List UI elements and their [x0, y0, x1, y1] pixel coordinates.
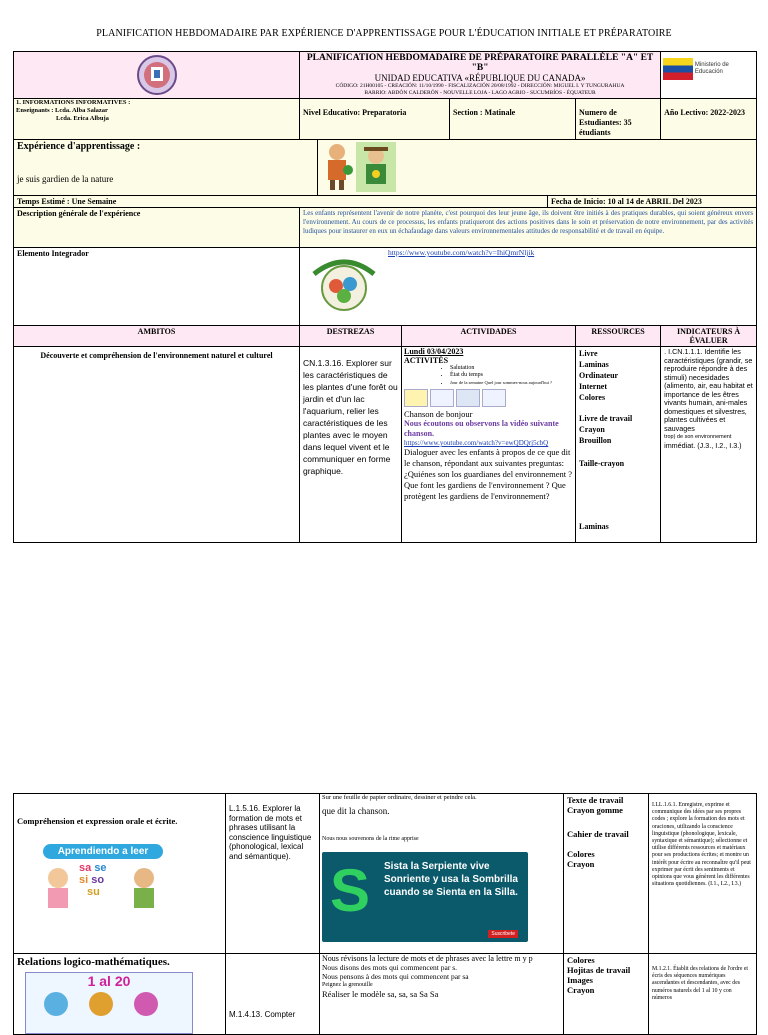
teachers-name: Enseignants : Lcda. Alba Salazar	[16, 107, 108, 114]
numbers-illustration-icon	[26, 989, 192, 1019]
ministry-name: Ministerio de Educación	[694, 62, 729, 75]
info-section-label: 1. INFORMATIONS INFORMATIVES :	[16, 99, 131, 106]
weather-icons	[404, 389, 573, 409]
indicator-end: immédiat. (J.3., I.2., I.3.)	[664, 440, 742, 450]
indicator-3: M.1.2.1. Établit des relations de l'ordre et écris des séquences numériques ascendantes et descendantes, avec des numéros naturels del 1 al 10 y con números	[649, 954, 757, 1035]
serpent-video[interactable]	[322, 852, 528, 942]
resource-item: Taille-crayon	[579, 459, 625, 468]
act-rime: Nous nous souvenons de la rime apprise	[322, 836, 419, 842]
guardianes-logo	[300, 248, 388, 324]
indicator-text: . I.CN.1.1.1. Identifie les caractéristiques (grandir, se reproduire répondre à des stimuli) necesidades (alimento, air, eau habitat et importance de les êtres vivants humain, ani-males domestiques et silvestres, plantes cultivées et sauvages	[664, 347, 753, 433]
act-draw: Sur une feuille de papier ordinaire, dessiner et peindre cela.	[322, 794, 477, 801]
teachers-cell	[14, 99, 300, 140]
school-address: BARRIO: ABDÓN CALDERÓN - NOUVELLE LOJA - LAGO AGRIO - SUCUMBÍOS - ÉQUATEUR	[364, 90, 596, 96]
students-unit: étudiants	[579, 128, 611, 137]
resource-item: Crayon gomme	[567, 805, 623, 815]
act-song: que dit la chanson.	[322, 806, 390, 816]
resource-item: Colores	[579, 393, 606, 402]
page-title: PLANIFICATION HEBDOMADAIRE PAR EXPÉRIENCE D'APPRENTISSAGE POUR L'ÉDUCATION INITIALE ET PRÉPARATOIRE	[96, 28, 672, 39]
description-text: Les enfants représentent l'avenir de notre planète, c'est pourquoi des leur jeune âge, ils doivent être initiés à des pratiques durables, qui soient généreux envers l'environnement. Au cours de ce processus, les enfants pratiqueront des actions positives dans le soin et préservation de notre environnement, par des activités ludiques pour instaurer en eux un échafaudage dans valeurs environnementales attitudes de responsabilité et de travail en équipe.	[300, 208, 757, 248]
school-logo-cell	[14, 52, 300, 99]
experience-cell	[14, 140, 318, 196]
col-indicateurs: INDICATEURS À ÉVALUER	[661, 326, 757, 347]
act-review: Nous révisons la lecture de mots et de phrases avec la lettre m y p	[322, 954, 533, 963]
numbers-badge	[25, 972, 193, 1034]
activity-day: Lundi 03/04/2023	[404, 347, 464, 356]
syllable: sa	[79, 862, 92, 874]
activities-1	[402, 347, 576, 543]
integrador-cell	[300, 248, 757, 326]
integrador-label: Elemento Integrador	[14, 248, 300, 326]
ambito-2	[14, 794, 226, 954]
indicator-small: trop) de son environnement	[664, 434, 732, 440]
resource-item: Texte de travail	[567, 795, 624, 805]
resource-item: Crayon	[567, 985, 595, 995]
dialogue-text: Dialoguer avec les enfants à propos de ce que dit le chanson, répondant aux suivantes preguntas: ¿Quiénes son los guardianes del environnement ? Que font les gardiens de l'environnement ? Que protègent les gardiens de l'environnement?	[404, 447, 573, 501]
experience-image-cell	[318, 140, 757, 196]
activities-2	[320, 794, 564, 954]
act-model: Réaliser le modèle sa, sa, sa Sa Sa	[322, 989, 439, 999]
destreza-3: M.1.4.13. Compter	[226, 954, 320, 1035]
reading-badge-label: Aprendiendo a leer	[43, 844, 163, 859]
boy-reading-icon	[129, 866, 159, 910]
act-paint-frog: Peignez la grenouille	[322, 982, 373, 988]
resource-item: Colores	[567, 955, 595, 965]
col-destrezas: DESTREZAS	[300, 326, 402, 347]
resource-item: Hojitas de travail	[567, 965, 631, 975]
song-label: Chanson de bonjour	[404, 409, 473, 419]
act-words-sa: Nous pensons à des mots qui commencent par sa	[322, 972, 469, 981]
numbers-badge-label: 1 al 20	[87, 973, 131, 989]
experience-label: Expérience d'apprentissage :	[17, 141, 141, 152]
bullet-salutation: • Salutation	[450, 365, 573, 372]
ambito-1: Découverte et compréhension de l'environnement naturel et culturel	[14, 347, 300, 543]
video-link[interactable]: https://www.youtube.com/watch?v=ewQDQrj5cbQ	[404, 439, 549, 447]
syllable: so	[91, 874, 105, 886]
destreza-2	[226, 794, 320, 954]
ambito-comprehension: Compréhension et expression orale et écrite.	[17, 816, 178, 826]
indicator-2: I.LL.1.6.1. Enregistre, exprime et communique des idées par ses propres codes ; explore la formation des mots et oraciones, utilizando la conscience linguistique (phonologique, lexicale, syntaxique et sémantique); sélectionne et utilise différents ressources et matériaux pour ses productions écrites; et montre un intérêt pour écrire au reconnaître qu'il peut exprimer par écrit des sentiments et opinions que vous génèrent les différentes situations quotidiennes. (I.1., I.2., I.3.)	[649, 794, 757, 954]
sun-icon	[404, 389, 428, 407]
bullet-weekday: • Jour de la semaine Quel jour sommes-nous aujourd'hui ?	[450, 379, 573, 386]
time-cell: Temps Estimé : Une Semaine	[14, 196, 548, 208]
rain-icon	[456, 389, 480, 407]
plan-title: PLANIFICATION HEBDOMADAIRE DE PRÉPARATOIRE PARALLÈLE "A" ET "B"	[306, 53, 654, 73]
school-header	[300, 52, 661, 99]
resource-item: Images	[567, 975, 593, 985]
syllable: si	[79, 874, 89, 886]
resource-item: Crayon	[567, 859, 595, 869]
resource-item: Crayon	[579, 425, 605, 434]
resource-item: Livre de travail	[579, 414, 633, 423]
students-cell	[576, 99, 661, 140]
destreza-1: CN.1.3.16. Explorer sur les caractéristiques de les plantes d'une forêt ou jardin et d'un lac l'aquarium, relier les caractéristiques de les plantes avec le moyen dans lequel vivent et le communiquer en forme graphique.	[300, 347, 402, 543]
experience-text: je suis gardien de la nature	[17, 174, 114, 184]
resources-1	[576, 347, 661, 543]
resource-item: Laminas	[579, 522, 609, 531]
ministry-logo	[661, 52, 757, 99]
col-activites: ACTIVIDADES	[402, 326, 576, 347]
act-words-s: Nous disons des mots qui commencent par s.	[322, 963, 457, 972]
planning-table-page2	[13, 793, 757, 1035]
wind-icon	[482, 389, 506, 407]
resource-item: Brouillon	[579, 436, 612, 445]
col-ressources: RESSOURCES	[576, 326, 661, 347]
activity-bullets	[404, 365, 573, 386]
school-code: CÓDIGO: 21H00105 - CREACIÓN: 11/10/1990 - FISCALIZACIÓN 20/08/1992 - DIRECCIÓN: MIGUEL I. Y TUNGURAHUA	[335, 83, 625, 89]
teachers-name-2: Lcda. Erica Albuja	[56, 115, 109, 122]
ambito-math: Relations logico-mathématiques.	[17, 956, 170, 968]
planning-table-page1	[13, 51, 757, 543]
resources-3	[564, 954, 649, 1035]
reading-badge	[43, 844, 163, 914]
listen-instruction: Nous écoutons ou observons la vidéo suivante chanson.	[404, 419, 559, 438]
resources-2	[564, 794, 649, 954]
serpent-rhyme: Sista la Serpiente vive Sonriente y usa la Sombrilla cuando se Sienta en la Silla.	[384, 861, 518, 898]
col-ambitos: AMBITOS	[14, 326, 300, 347]
destreza-l1516: L.1.5.16. Explorer la formation de mots et phrases utilisant la conscience linguistique (phonological, lexical and sémantique).	[229, 804, 312, 861]
syllable: se	[94, 862, 107, 874]
activity-heading: ACTIVITÉS	[404, 356, 449, 365]
resource-item: Internet	[579, 382, 607, 391]
resource-item: Cahier de travail	[567, 829, 629, 839]
flag-icon	[663, 58, 693, 80]
nature-guardian-illustration-icon	[356, 142, 396, 192]
resource-item: Colores	[567, 849, 595, 859]
resource-item: Ordinateur	[579, 371, 619, 380]
subscribe-button[interactable]: Suscribete	[488, 930, 518, 938]
bullet-weather: • État du temps	[450, 372, 573, 379]
level-cell: Nivel Educativo: Preparatoria	[300, 99, 450, 140]
start-date-cell: Fecha de Inicio: 10 al 14 de ABRIL Del 2023	[548, 196, 757, 208]
child-illustration-icon	[320, 142, 354, 192]
school-year: Año Lectivo: 2022-2023	[661, 99, 757, 140]
students-count: Numero de Estudiantes: 35	[579, 108, 632, 127]
school-name: UNIDAD EDUCATIVA «RÉPUBLIQUE DU CANADA»	[374, 73, 586, 83]
resource-item: Livre	[579, 349, 598, 358]
section-cell: Section : Matinale	[450, 99, 576, 140]
resource-item: Laminas	[579, 360, 609, 369]
description-label: Description générale de l'expérience	[14, 208, 300, 248]
serpent-s-icon: S	[330, 857, 371, 924]
school-crest-icon	[137, 55, 177, 95]
activities-3	[320, 954, 564, 1035]
guardianes-logo-icon	[300, 248, 388, 324]
cloud-icon	[430, 389, 454, 407]
syllable: su	[87, 886, 100, 898]
indicator-1	[661, 347, 757, 543]
ambito-3	[14, 954, 226, 1035]
integrador-url[interactable]: https://www.youtube.com/watch?v=IhiQmrNljik	[388, 248, 535, 257]
child-reading-icon	[43, 866, 73, 910]
